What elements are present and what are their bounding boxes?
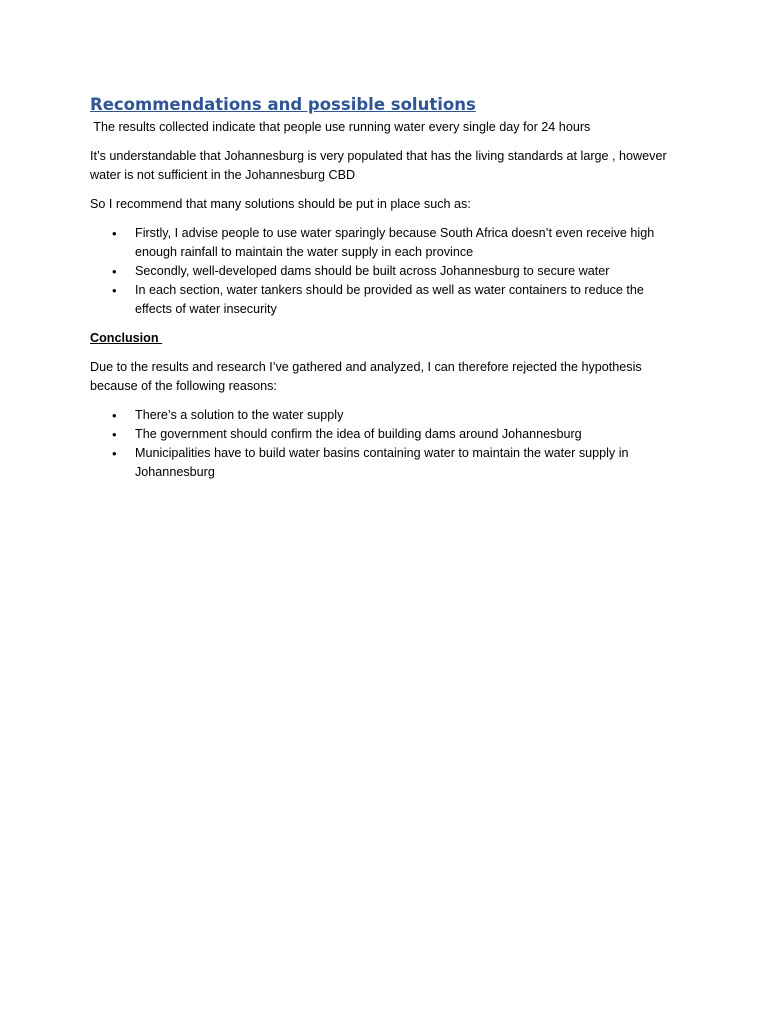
intro-paragraph: The results collected indicate that people use running water every single day for 24 hours: [90, 120, 591, 134]
recommendations-list: [90, 224, 680, 319]
body-paragraph-1: It’s understandable that Johannesburg is very populated that has the living standards at large , however water is not sufficient in the Johannesburg CBD: [90, 149, 667, 182]
list-item: [90, 425, 680, 444]
list-item: [90, 406, 680, 425]
list-item-text: Secondly, well-developed dams should be built across Johannesburg to secure water: [135, 264, 610, 278]
bullet-icon: •: [112, 264, 117, 279]
list-item-text: The government should confirm the idea of building dams around Johannesburg: [135, 427, 582, 441]
section-heading: Recommendations and possible solutions: [90, 95, 476, 114]
reasons-list: [90, 406, 680, 482]
bullet-icon: •: [112, 226, 117, 241]
list-item: [90, 281, 680, 319]
document-body: [90, 94, 680, 492]
bullet-icon: •: [112, 446, 117, 461]
bullet-icon: •: [112, 408, 117, 423]
list-item: [90, 224, 680, 262]
list-item: [90, 444, 680, 482]
bullet-icon: •: [112, 283, 117, 298]
list-item-text: Municipalities have to build water basins containing water to maintain the water supply in Johannesburg: [135, 446, 629, 479]
bullet-icon: •: [112, 427, 117, 442]
list-item: [90, 262, 680, 281]
list-item-text: Firstly, I advise people to use water sparingly because South Africa doesn’t even receive high enough rainfall to maintain the water supply in each province: [135, 226, 655, 259]
body-paragraph-2: So I recommend that many solutions should be put in place such as:: [90, 197, 471, 211]
list-item-text: In each section, water tankers should be provided as well as water containers to reduce the effects of water insecurity: [135, 283, 644, 316]
conclusion-paragraph: Due to the results and research I’ve gathered and analyzed, I can therefore rejected the hypothesis because of the following reasons:: [90, 360, 642, 393]
conclusion-heading: Conclusion: [90, 331, 163, 345]
list-item-text: There’s a solution to the water supply: [135, 408, 344, 422]
